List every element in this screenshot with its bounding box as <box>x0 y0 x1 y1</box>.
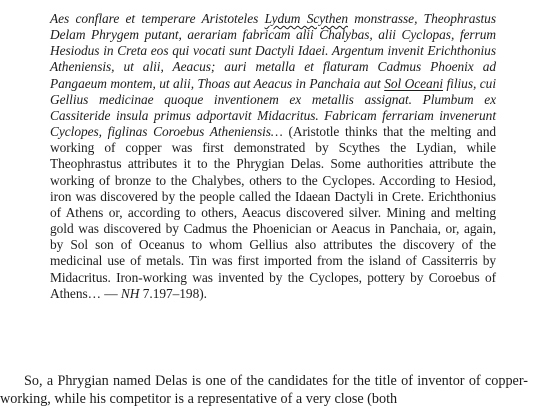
citation-reference: 7.197–198). <box>142 285 207 301</box>
latin-underlined-phrase-lydum-scythen: Lydum Scythen <box>264 11 348 26</box>
block-quote <box>50 11 496 302</box>
body-paragraph-text: So, a Phrygian named Delas is one of the candidates for the title of inventor of copper-working, while his competitor is a representative of a very close (both <box>0 373 528 407</box>
latin-underlined-phrase-sol-oceani: Sol Oceani <box>384 75 444 91</box>
latin-quote-text-2: monstrasse, Theophrastus Delam Phrygem putant, aerariam fabricam alii Chalybas, alii Cyclopas, ferrum Hesiodus in Creta eos qui vocati sunt Dactyli Idaei. Argentum invenit Erichthonius Atheniensis, ut alii, Aeacus; auri metalla et flaturam Cadmus Phoenix ad Pangaeum montem, ut alii, Thoas aut Aeacus in Panchaia aut <box>50 11 496 91</box>
english-translation-text: (Aristotle thinks that the melting and working of copper was first demonstrated by Scythes the Lydian, while Theophrastus attributes it to the Phrygian Delas. Some authorities attribute the working of bronze to the Chalybes, others to the Cyclopes. According to Hesiod, iron was discovered by the people called the Idaean Dactyli in Crete. Erichthonius of Athens or, according to others, Aeacus discovered silver. Mining and melting gold was discovered by Cadmus the Phoenician or Aeacus in Panchaia, or, again, by Sol son of Oceanus to whom Gellius also attributes the discovery of the medicinal use of metals. Tin was first imported from the island of Cassiterris by Midacritus. Iron-working was invented by the Cyclopes, pottery by Coroebus of Athens… — <box>50 124 496 301</box>
body-paragraph <box>0 372 528 408</box>
latin-quote-text-3: filius, cui Gellius medicinae quoque inventionem ex metallis assignat. Plumbum ex Cassiteride insula primus adportavit Midacritus. Fabricam ferrariam invenerunt Cyclopes, figlinas Coroebus Atheniensis… <box>50 75 496 140</box>
citation-source: NH <box>120 285 140 301</box>
latin-quote-text-1: Aes conflare et temperare Aristoteles <box>50 11 265 26</box>
